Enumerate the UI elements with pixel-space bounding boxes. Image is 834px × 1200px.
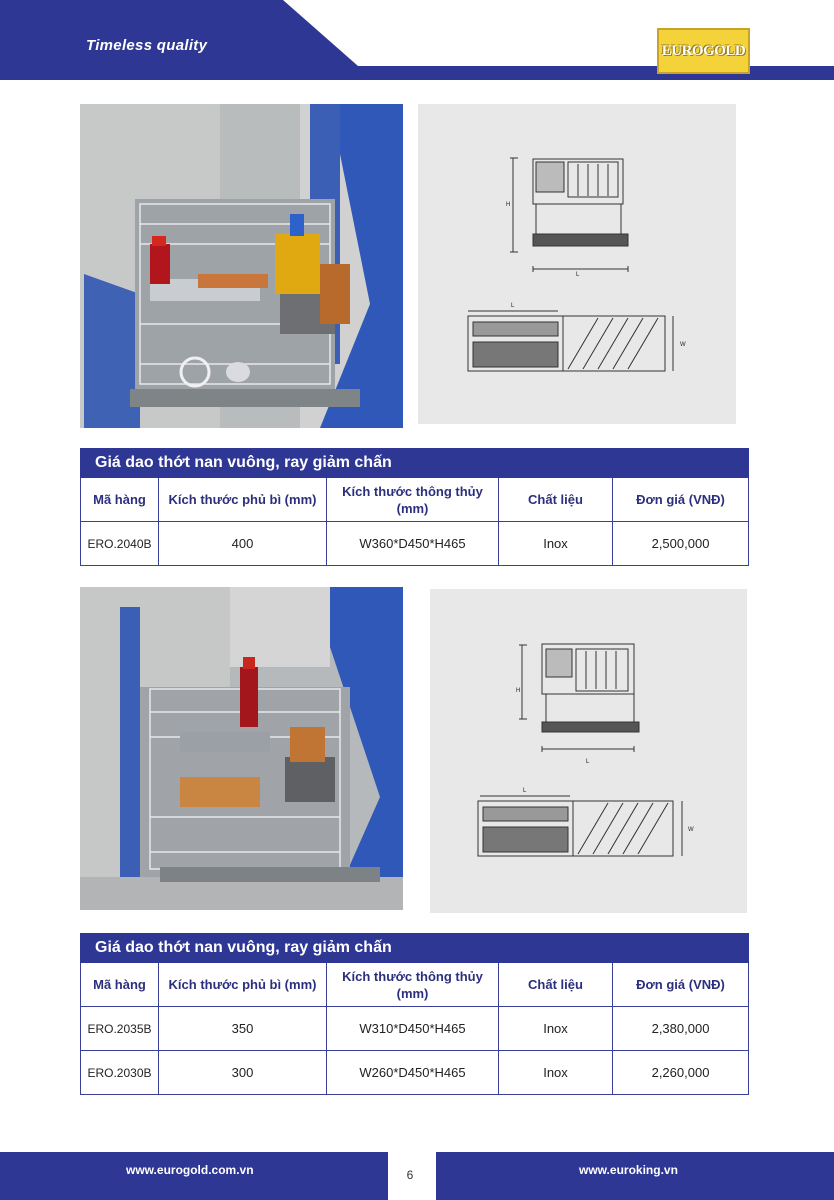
footer-link-eurogold[interactable]: www.eurogold.com.vn — [126, 1163, 254, 1177]
col-header-code: Mã hàng — [81, 478, 159, 522]
cell-code: ERO.2040B — [81, 522, 159, 566]
dim-h-label-2: H — [516, 688, 521, 694]
cell-material: Inox — [499, 522, 613, 566]
product-photo-1 — [80, 104, 403, 428]
col-header-inner-size: Kích thước thông thủy (mm) — [327, 963, 499, 1007]
product-photo-2 — [80, 587, 403, 910]
cell-price: 2,500,000 — [613, 522, 749, 566]
eurogold-logo — [657, 28, 750, 74]
cell-price: 2,260,000 — [613, 1051, 749, 1095]
cell-price: 2,380,000 — [613, 1007, 749, 1051]
col-header-outer-size: Kích thước phủ bì (mm) — [159, 963, 327, 1007]
col-header-inner-size: Kích thước thông thủy (mm) — [327, 478, 499, 522]
dim-w-label-2: W — [688, 827, 694, 833]
col-header-material: Chất liệu — [499, 963, 613, 1007]
cell-material: Inox — [499, 1051, 613, 1095]
cell-inner-size: W310*D450*H465 — [327, 1007, 499, 1051]
dim-w-label-1: W — [680, 342, 686, 348]
price-table-1 — [80, 448, 749, 566]
cell-outer-size: 400 — [159, 522, 327, 566]
cell-inner-size: W360*D450*H465 — [327, 522, 499, 566]
footer-link-euroking[interactable]: www.euroking.vn — [579, 1163, 678, 1177]
dim-l-label-2: L — [586, 759, 590, 765]
table-1-title: Giá dao thớt nan vuông, ray giảm chấn — [81, 449, 749, 478]
cell-code: ERO.2030B — [81, 1051, 159, 1095]
technical-drawing-1 — [418, 104, 736, 424]
price-table-2 — [80, 933, 749, 1095]
page-number: 6 — [406, 1168, 414, 1182]
col-header-price: Đơn giá (VNĐ) — [613, 478, 749, 522]
cell-outer-size: 350 — [159, 1007, 327, 1051]
col-header-material: Chất liệu — [499, 478, 613, 522]
table-row — [81, 1051, 749, 1095]
col-header-code: Mã hàng — [81, 963, 159, 1007]
col-header-price: Đơn giá (VNĐ) — [613, 963, 749, 1007]
logo-text: EUROGOLD — [661, 42, 746, 59]
col-header-outer-size: Kích thước phủ bì (mm) — [159, 478, 327, 522]
dim-h-label-1: H — [506, 202, 511, 208]
cell-code: ERO.2035B — [81, 1007, 159, 1051]
cell-material: Inox — [499, 1007, 613, 1051]
table-row — [81, 522, 749, 566]
technical-drawing-2 — [430, 589, 747, 913]
tagline: Timeless quality — [86, 37, 208, 54]
dim-l-label-1: L — [576, 272, 580, 278]
cell-inner-size: W260*D450*H465 — [327, 1051, 499, 1095]
dim-l-label-2b: L — [523, 788, 527, 794]
cell-outer-size: 300 — [159, 1051, 327, 1095]
table-2-title: Giá dao thớt nan vuông, ray giảm chấn — [81, 934, 749, 963]
dim-l-label-1b: L — [511, 303, 515, 309]
table-row — [81, 1007, 749, 1051]
